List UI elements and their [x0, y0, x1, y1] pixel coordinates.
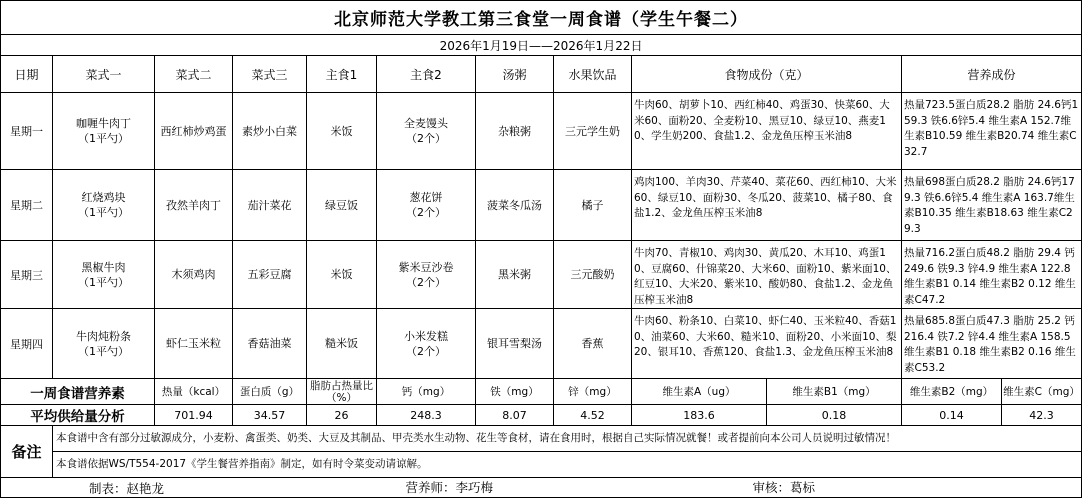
avg-vitamin-a: 183.6 — [632, 405, 767, 426]
staple2-cell — [377, 241, 476, 309]
dish1-name: 咖喱牛肉丁 — [76, 117, 131, 130]
dish3-cell: 茄汁菜花 — [233, 170, 307, 241]
dish3-cell: 香菇油菜 — [233, 309, 307, 379]
dish3-cell: 五彩豆腐 — [233, 241, 307, 309]
staple2-name: 紫米豆沙卷 — [398, 260, 454, 274]
fruit-cell: 三元学生奶 — [554, 93, 632, 170]
header-staple2: 主食2 — [377, 56, 476, 93]
day-row-tuesday — [1, 170, 1082, 241]
signature-row — [1, 478, 1082, 498]
day-label: 星期三 — [1, 241, 53, 309]
header-dish1: 菜式一 — [53, 56, 155, 93]
soup-cell: 杂粮粥 — [476, 93, 554, 170]
dish1-cell — [53, 170, 155, 241]
dish1-portion: （1平勺） — [78, 275, 129, 289]
staple2-portion: （2个） — [406, 275, 446, 289]
ingredients-cell: 牛肉60、粉条10、白菜10、虾仁40、玉米粒40、香菇10、油菜60、大米60、糙米10、面粉20、小米面10、梨20、银耳10、香蕉120、食盐1.3、金龙鱼压榨玉米油8 — [632, 309, 902, 379]
soup-cell: 银耳雪梨汤 — [476, 309, 554, 379]
average-label: 平均供给量分析 — [1, 405, 155, 426]
header-dish3: 菜式三 — [233, 56, 307, 93]
staple1-cell: 糙米饭 — [307, 309, 377, 379]
header-staple1: 主食1 — [307, 56, 377, 93]
day-row-monday — [1, 93, 1082, 170]
staple1-cell: 米饭 — [307, 93, 377, 170]
dish1-cell — [53, 309, 155, 379]
header-ingredients: 食物成份（克） — [632, 56, 902, 93]
staple2-cell — [377, 93, 476, 170]
fruit-cell: 香蕉 — [554, 309, 632, 379]
summary-header-vitamin-c: 维生素C（mg） — [1002, 379, 1082, 405]
soup-cell: 黑米粥 — [476, 241, 554, 309]
summary-header-iron: 铁（mg） — [476, 379, 554, 405]
dish2-cell: 木须鸡肉 — [155, 241, 233, 309]
page-title: 北京师范大学教工第三食堂一周食谱（学生午餐二） — [1, 1, 1082, 35]
nutritionist-signature: 营养师：李巧梅 — [405, 480, 494, 495]
summary-header-vitamin-b2: 维生素B2（mg） — [902, 379, 1002, 405]
dish1-portion: （1平勺） — [78, 344, 129, 358]
fruit-cell: 橘子 — [554, 170, 632, 241]
note-row-2 — [1, 452, 1082, 478]
avg-iron: 8.07 — [476, 405, 554, 426]
avg-protein: 34.57 — [233, 405, 307, 426]
dish2-cell: 西红柿炒鸡蛋 — [155, 93, 233, 170]
day-label: 星期一 — [1, 93, 53, 170]
allergen-note: 本食谱中含有部分过敏源成分，小麦粉、禽蛋类、奶类、大豆及其制品、甲壳类水生动物、花生等食材，请在食用时，根据自己实际情况就餐！或者提前向本公司人员说明过敏情况！ — [53, 426, 1082, 452]
date-range: 2026年1月19日——2026年1月22日 — [1, 35, 1082, 56]
staple2-cell — [377, 309, 476, 379]
header-row — [1, 56, 1082, 93]
avg-calcium: 248.3 — [377, 405, 476, 426]
ingredients-cell: 鸡肉100、羊肉30、芹菜40、菜花60、西红柿10、大米60、绿豆10、面粉30、冬瓜20、菠菜10、橘子80、食盐1.2、金龙鱼压榨玉米油8 — [632, 170, 902, 241]
staple2-portion: （2个） — [406, 132, 446, 145]
summary-header-zinc: 锌（mg） — [554, 379, 632, 405]
dish1-name: 牛肉炖粉条 — [76, 329, 131, 343]
nutrition-cell: 热量723.5蛋白质28.2 脂肪 24.6钙159.3 铁6.6锌5.4 维生素A 152.7维生素B10.59 维生素B20.74 维生素C32.7 — [902, 93, 1082, 170]
day-label: 星期四 — [1, 309, 53, 379]
nutrition-cell: 热量685.8蛋白质47.3 脂肪 25.2 钙216.4 铁7.2 锌4.4 维生素A 158.5维生素B1 0.18 维生素B2 0.16 维生素C53.2 — [902, 309, 1082, 379]
avg-vitamin-c: 42.3 — [1002, 405, 1082, 426]
header-dish2: 菜式二 — [155, 56, 233, 93]
staple2-cell — [377, 170, 476, 241]
summary-label: 一周食谱营养素 — [1, 379, 155, 405]
header-soup: 汤粥 — [476, 56, 554, 93]
nutrition-cell: 热量698蛋白质28.2 脂肪 24.6钙179.3 铁6.6锌5.4 维生素A 163.7维生素B10.35 维生素B18.63 维生素C29.3 — [902, 170, 1082, 241]
header-nutrition: 营养成份 — [902, 56, 1082, 93]
standard-note: 本食谱依据WS/T554-2017《学生餐营养指南》制定，如有时令菜变动请谅解。 — [53, 452, 1082, 478]
staple2-name: 全麦馒头 — [404, 117, 448, 130]
summary-header-row — [1, 379, 1082, 405]
day-row-thursday — [1, 309, 1082, 379]
dish2-cell: 孜然羊肉丁 — [155, 170, 233, 241]
staple1-cell: 绿豆饭 — [307, 170, 377, 241]
summary-header-calcium: 钙（mg） — [377, 379, 476, 405]
signature-cell — [1, 478, 1082, 498]
dish3-cell: 素炒小白菜 — [233, 93, 307, 170]
staple2-name: 小米发糕 — [404, 329, 448, 343]
staple1-cell: 米饭 — [307, 241, 377, 309]
header-date: 日期 — [1, 56, 53, 93]
soup-cell: 菠菜冬瓜汤 — [476, 170, 554, 241]
staple2-portion: （2个） — [406, 206, 446, 219]
summary-header-energy: 热量（kcal） — [155, 379, 233, 405]
avg-vitamin-b1: 0.18 — [767, 405, 902, 426]
dish1-cell — [53, 93, 155, 170]
dish1-cell — [53, 241, 155, 309]
note-row-1 — [1, 426, 1082, 452]
header-fruit: 水果饮品 — [554, 56, 632, 93]
summary-header-vitamin-a: 维生素A（ug） — [632, 379, 767, 405]
notes-label: 备注 — [1, 426, 53, 478]
staple2-name: 葱花饼 — [409, 191, 443, 204]
ingredients-cell: 牛肉70、青椒10、鸡肉30、黄瓜20、木耳10、鸡蛋10、豆腐60、什锦菜20、大米60、面粉10、紫米面10、红豆10、大米20、紫米10、酸奶80、食盐1.2、金龙鱼压榨玉米油8 — [632, 241, 902, 309]
avg-zinc: 4.52 — [554, 405, 632, 426]
dish1-portion: （1平勺） — [78, 206, 129, 219]
staple2-portion: （2个） — [406, 344, 446, 358]
summary-values-row — [1, 405, 1082, 426]
reviewer-signature: 审核：葛标 — [752, 480, 816, 495]
dish1-name: 黑椒牛肉 — [81, 260, 126, 274]
dish1-portion: （1平勺） — [78, 132, 129, 145]
dish2-cell: 虾仁玉米粒 — [155, 309, 233, 379]
nutrition-cell: 热量716.2蛋白质48.2 脂肪 29.4 钙249.6 铁9.3 锌4.9 维生素A 122.8维生素B1 0.14 维生素B2 0.12 维生素C47.2 — [902, 241, 1082, 309]
day-row-wednesday — [1, 241, 1082, 309]
avg-vitamin-b2: 0.14 — [902, 405, 1002, 426]
dish1-name: 红烧鸡块 — [81, 191, 126, 204]
summary-header-protein: 蛋白质（g） — [233, 379, 307, 405]
summary-header-fat-ratio: 脂肪占热量比（%） — [307, 379, 377, 405]
fruit-cell: 三元酸奶 — [554, 241, 632, 309]
avg-energy: 701.94 — [155, 405, 233, 426]
avg-fat-ratio: 26 — [307, 405, 377, 426]
day-label: 星期二 — [1, 170, 53, 241]
summary-header-vitamin-b1: 维生素B1（mg） — [767, 379, 902, 405]
ingredients-cell: 牛肉60、胡萝卜10、西红柿40、鸡蛋30、快菜60、大米60、面粉20、全麦粉10、黑豆10、绿豆10、燕麦10、学生奶200、食盐1.2、金龙鱼压榨玉米油8 — [632, 93, 902, 170]
maker-signature: 制表：赵艳龙 — [89, 481, 165, 496]
